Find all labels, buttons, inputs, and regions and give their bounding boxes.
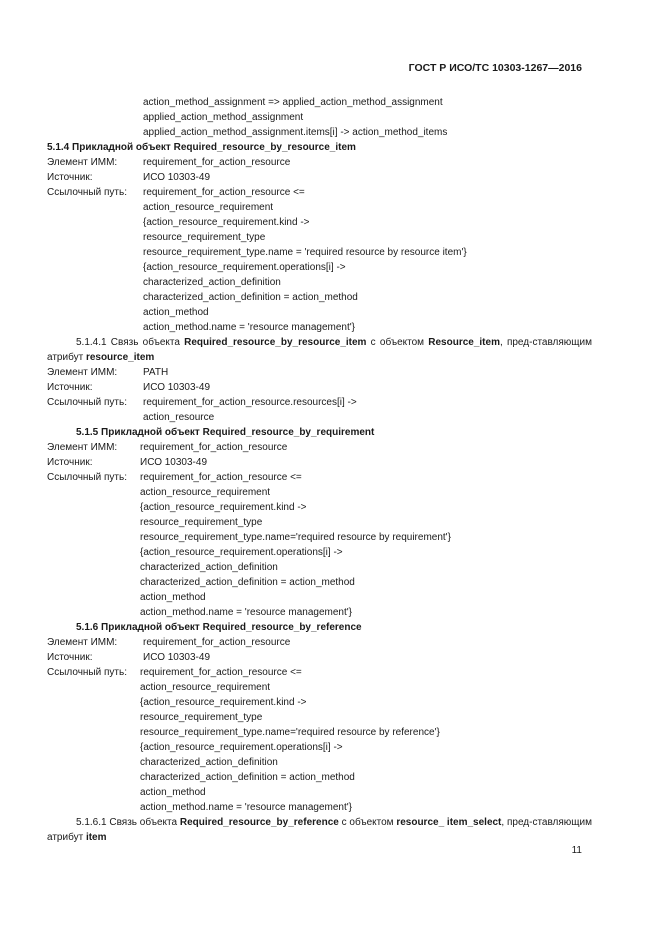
field-label: Элемент ИММ: <box>47 637 118 648</box>
path-line: {action_resource_requirement.kind -> <box>140 502 307 513</box>
paragraph-text: 5.1.6.1 Связь объекта <box>76 817 180 828</box>
field-label: Источник: <box>47 457 93 468</box>
field-label: Ссылочный путь: <box>47 397 127 408</box>
path-line: action_method.name = 'resource management'} <box>143 322 356 333</box>
source-row <box>47 650 592 665</box>
path-line: characterized_action_definition = action_method <box>143 292 358 303</box>
paragraph-text: с объектом <box>338 817 397 828</box>
text-line: applied_action_method_assignment.items[i] -> action_method_items <box>143 127 448 138</box>
field-value: requirement_for_action_resource <= <box>140 472 302 483</box>
field-label: Источник: <box>47 652 93 663</box>
field-label: Ссылочный путь: <box>47 187 127 198</box>
path-line: {action_resource_requirement.operations[i] -> <box>140 547 343 558</box>
field-value: requirement_for_action_resource <box>143 637 291 648</box>
field-value: ИСО 10303-49 <box>143 382 211 393</box>
path-line: action_resource_requirement <box>143 202 274 213</box>
reference-path-row <box>47 470 592 485</box>
path-line: resource_requirement_type.name='required resource by requirement'} <box>140 532 451 543</box>
field-value: requirement_for_action_resource <box>143 157 291 168</box>
path-line: resource_requirement_type <box>143 232 266 243</box>
path-line: action_method <box>140 787 206 798</box>
field-label: Ссылочный путь: <box>47 472 127 483</box>
reference-path-row <box>47 185 592 200</box>
page-number: 11 <box>571 845 582 856</box>
paragraph-bold: Resource_item <box>428 337 500 348</box>
field-value: requirement_for_action_resource <box>140 442 288 453</box>
paragraph-bold: resource_ item_select <box>396 817 502 828</box>
source-row <box>47 455 592 470</box>
paragraph-text: , пред-ставляющим атрибут <box>47 337 592 363</box>
document-header: ГОСТ Р ИСО/ТС 10303-1267—2016 <box>408 62 582 74</box>
path-line: characterized_action_definition <box>140 562 278 573</box>
path-line: action_method <box>143 307 209 318</box>
field-label: Элемент ИММ: <box>47 157 118 168</box>
path-line: characterized_action_definition = action_method <box>140 577 355 588</box>
path-line: characterized_action_definition <box>140 757 278 768</box>
source-row <box>47 170 592 185</box>
field-label: Элемент ИММ: <box>47 367 118 378</box>
paragraph-5-1-4-1 <box>47 335 592 365</box>
imm-element-row <box>47 155 592 170</box>
paragraph-bold: Required_resource_by_resource_item <box>184 337 367 348</box>
source-row <box>47 380 592 395</box>
field-value: ИСО 10303-49 <box>143 172 211 183</box>
path-line: {action_resource_requirement.operations[i] -> <box>143 262 346 273</box>
field-label: Источник: <box>47 382 93 393</box>
section-heading-5-1-5: 5.1.5 Прикладной объект Required_resource_by_requirement <box>76 427 375 438</box>
path-line: resource_requirement_type <box>140 517 263 528</box>
field-value: requirement_for_action_resource.resources[i] -> <box>143 397 357 408</box>
path-line: resource_requirement_type.name='required resource by reference'} <box>140 727 440 738</box>
paragraph-bold: resource_item <box>85 352 155 363</box>
field-value: ИСО 10303-49 <box>140 457 208 468</box>
paragraph-text: 5.1.4.1 Связь объекта <box>76 337 185 348</box>
path-line: {action_resource_requirement.kind -> <box>143 217 310 228</box>
section-heading-5-1-4: 5.1.4 Прикладной объект Required_resource_by_resource_item <box>47 142 356 153</box>
field-value: ИСО 10303-49 <box>143 652 211 663</box>
path-line: action_resource <box>143 412 215 423</box>
field-value: PATH <box>143 367 169 378</box>
path-line: {action_resource_requirement.kind -> <box>140 697 307 708</box>
paragraph-bold: Required_resource_by_reference <box>179 817 339 828</box>
path-line: action_resource_requirement <box>140 682 271 693</box>
field-label: Элемент ИММ: <box>47 442 118 453</box>
path-line: action_method <box>140 592 206 603</box>
field-value: requirement_for_action_resource <= <box>140 667 302 678</box>
field-label: Ссылочный путь: <box>47 667 127 678</box>
reference-path-row <box>47 665 592 680</box>
paragraph-5-1-6-1 <box>47 815 592 845</box>
field-value: requirement_for_action_resource <= <box>143 187 305 198</box>
path-line: resource_requirement_type <box>140 712 263 723</box>
imm-element-row <box>47 365 592 380</box>
text-line: action_method_assignment => applied_action_method_assignment <box>143 97 443 108</box>
text-line: applied_action_method_assignment <box>143 112 304 123</box>
section-heading-5-1-6: 5.1.6 Прикладной объект Required_resource_by_reference <box>76 622 362 633</box>
path-line: characterized_action_definition <box>143 277 281 288</box>
path-line: characterized_action_definition = action_method <box>140 772 355 783</box>
paragraph-text: , пред-ставляющим атрибут <box>47 817 592 843</box>
imm-element-row <box>47 635 592 650</box>
paragraph-text: с объектом <box>366 337 429 348</box>
paragraph-bold: item <box>85 832 107 843</box>
path-line: action_method.name = 'resource management'} <box>140 607 353 618</box>
document-body <box>47 95 592 845</box>
path-line: action_resource_requirement <box>140 487 271 498</box>
reference-path-row <box>47 395 592 410</box>
path-line: action_method.name = 'resource management'} <box>140 802 353 813</box>
path-line: resource_requirement_type.name = 'required resource by resource item'} <box>143 247 467 258</box>
path-line: {action_resource_requirement.operations[i] -> <box>140 742 343 753</box>
imm-element-row <box>47 440 592 455</box>
field-label: Источник: <box>47 172 93 183</box>
